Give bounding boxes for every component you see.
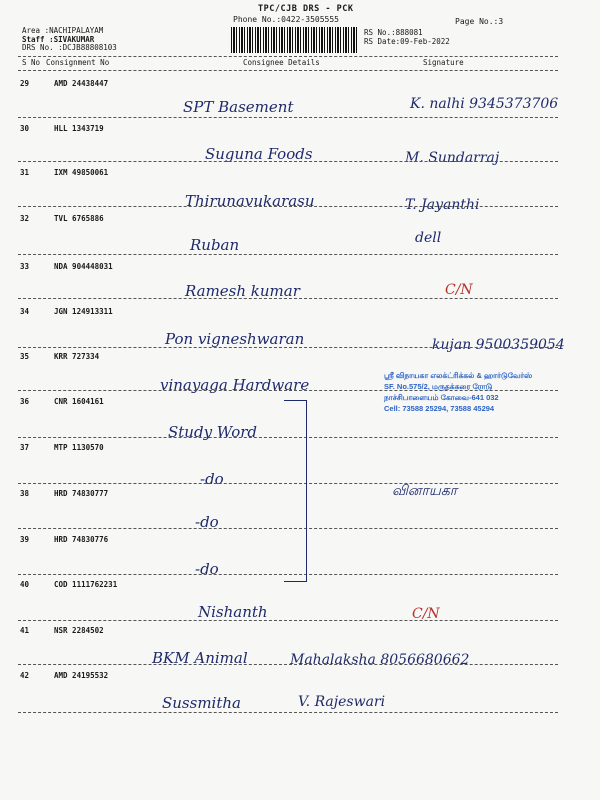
row-consignment-no: AMD 24195532 xyxy=(54,671,109,680)
col-sno: S No xyxy=(22,58,41,67)
header-divider-bottom xyxy=(18,70,558,71)
col-consignment: Consignment No xyxy=(46,58,110,67)
row-consignee: Ruban xyxy=(190,236,240,254)
header-divider-top xyxy=(18,56,558,57)
row-sno: 36 xyxy=(20,397,30,406)
row-consignment-no: HRD 74830777 xyxy=(54,489,109,498)
row-divider xyxy=(18,206,558,207)
row-consignment-no: HLL 1343719 xyxy=(54,124,104,133)
row-signature: M. Sundarraj xyxy=(405,150,500,166)
row-consignee: Pon vigneshwaran xyxy=(165,330,305,348)
row-divider xyxy=(18,664,558,665)
row-consignee: vinayaga Hardware xyxy=(160,376,310,394)
row-consignee: Ramesh kumar xyxy=(185,282,300,300)
col-consignee: Consignee Details xyxy=(243,58,320,67)
stamp-line: ஸ்ரீ விநாயகா எலக்ட்ரிக்கல் & ஹார்டுவேர்ஸ் xyxy=(384,371,533,380)
row-consignee: -do xyxy=(195,513,219,531)
row-consignment-no: JGN 124913311 xyxy=(54,307,113,316)
stamp-line: Cell: 73588 25294, 73588 45294 xyxy=(384,404,495,413)
row-consignee: Study Word xyxy=(168,423,258,441)
row-divider xyxy=(18,347,558,348)
handwritten-bracket xyxy=(284,400,307,582)
row-consignment-no: AMD 24438447 xyxy=(54,79,109,88)
row-sno: 30 xyxy=(20,124,30,133)
row-consignment-no: NSR 2284502 xyxy=(54,626,104,635)
row-consignee: Thirunavukarasu xyxy=(185,192,315,210)
rs-number: RS No.:888081 xyxy=(364,28,423,37)
row-signature: kujan 9500359054 xyxy=(432,337,565,353)
area-label: Area :NACHIPALAYAM xyxy=(22,26,104,35)
row-sno: 40 xyxy=(20,580,30,589)
staff-label: Staff :SIVAKUMAR xyxy=(22,35,95,44)
col-signature: Signature xyxy=(423,58,464,67)
row-consignee: -do xyxy=(200,470,224,488)
row-consignment-no: TVL 6765886 xyxy=(54,214,104,223)
row-sno: 35 xyxy=(20,352,30,361)
row-consignment-no: NDA 904448031 xyxy=(54,262,113,271)
row-signature: C/N xyxy=(412,606,440,622)
row-signature: வினாயகா xyxy=(392,483,458,499)
row-consignee: BKM Animal xyxy=(152,649,248,667)
row-signature: T. Jayanthi xyxy=(405,197,480,213)
row-sno: 41 xyxy=(20,626,30,635)
row-consignee: Nishanth xyxy=(198,603,268,621)
drs-number: DRS No. :DCJB88808103 xyxy=(22,43,117,52)
row-consignee: -do xyxy=(195,560,219,578)
row-consignment-no: CNR 1604161 xyxy=(54,397,104,406)
page-number: Page No.:3 xyxy=(455,17,504,26)
row-divider xyxy=(18,254,558,255)
row-consignment-no: IXM 49850061 xyxy=(54,168,109,177)
barcode-image xyxy=(231,27,358,53)
stamp-line: SF. No.575/2, மருதக்கரை ரோடு xyxy=(384,382,493,391)
row-consignment-no: KRR 727334 xyxy=(54,352,100,361)
row-sno: 33 xyxy=(20,262,30,271)
row-divider xyxy=(18,117,558,118)
stamp-line: நாச்சிபாளையம் கோவை-641 032 xyxy=(384,393,499,402)
row-consignee: Suguna Foods xyxy=(205,145,313,163)
row-sno: 39 xyxy=(20,535,30,544)
row-divider xyxy=(18,161,558,162)
row-consignee: Sussmitha xyxy=(162,694,241,712)
row-consignment-no: COD 1111762231 xyxy=(54,580,118,589)
row-sno: 32 xyxy=(20,214,30,223)
row-sno: 42 xyxy=(20,671,30,680)
row-sno: 31 xyxy=(20,168,30,177)
row-signature: C/N xyxy=(445,282,473,298)
row-divider xyxy=(18,712,558,713)
company-stamp xyxy=(384,370,564,414)
phone-number: Phone No.:0422-3505555 xyxy=(233,15,339,24)
document-title: TPC/CJB DRS - PCK xyxy=(258,4,354,14)
row-divider xyxy=(18,298,558,299)
rs-date: RS Date:09-Feb-2022 xyxy=(364,37,450,46)
row-consignee: SPT Basement xyxy=(183,98,294,116)
row-sno: 29 xyxy=(20,79,30,88)
row-sno: 38 xyxy=(20,489,30,498)
row-signature: V. Rajeswari xyxy=(298,694,386,710)
row-divider xyxy=(18,620,558,621)
row-sno: 34 xyxy=(20,307,30,316)
row-consignment-no: MTP 1130570 xyxy=(54,443,104,452)
row-consignment-no: HRD 74830776 xyxy=(54,535,109,544)
row-signature: dell xyxy=(415,230,442,246)
row-sno: 37 xyxy=(20,443,30,452)
row-signature: Mahalaksha 8056680662 xyxy=(290,652,470,668)
row-signature: K. nalhi 9345373706 xyxy=(410,96,559,112)
